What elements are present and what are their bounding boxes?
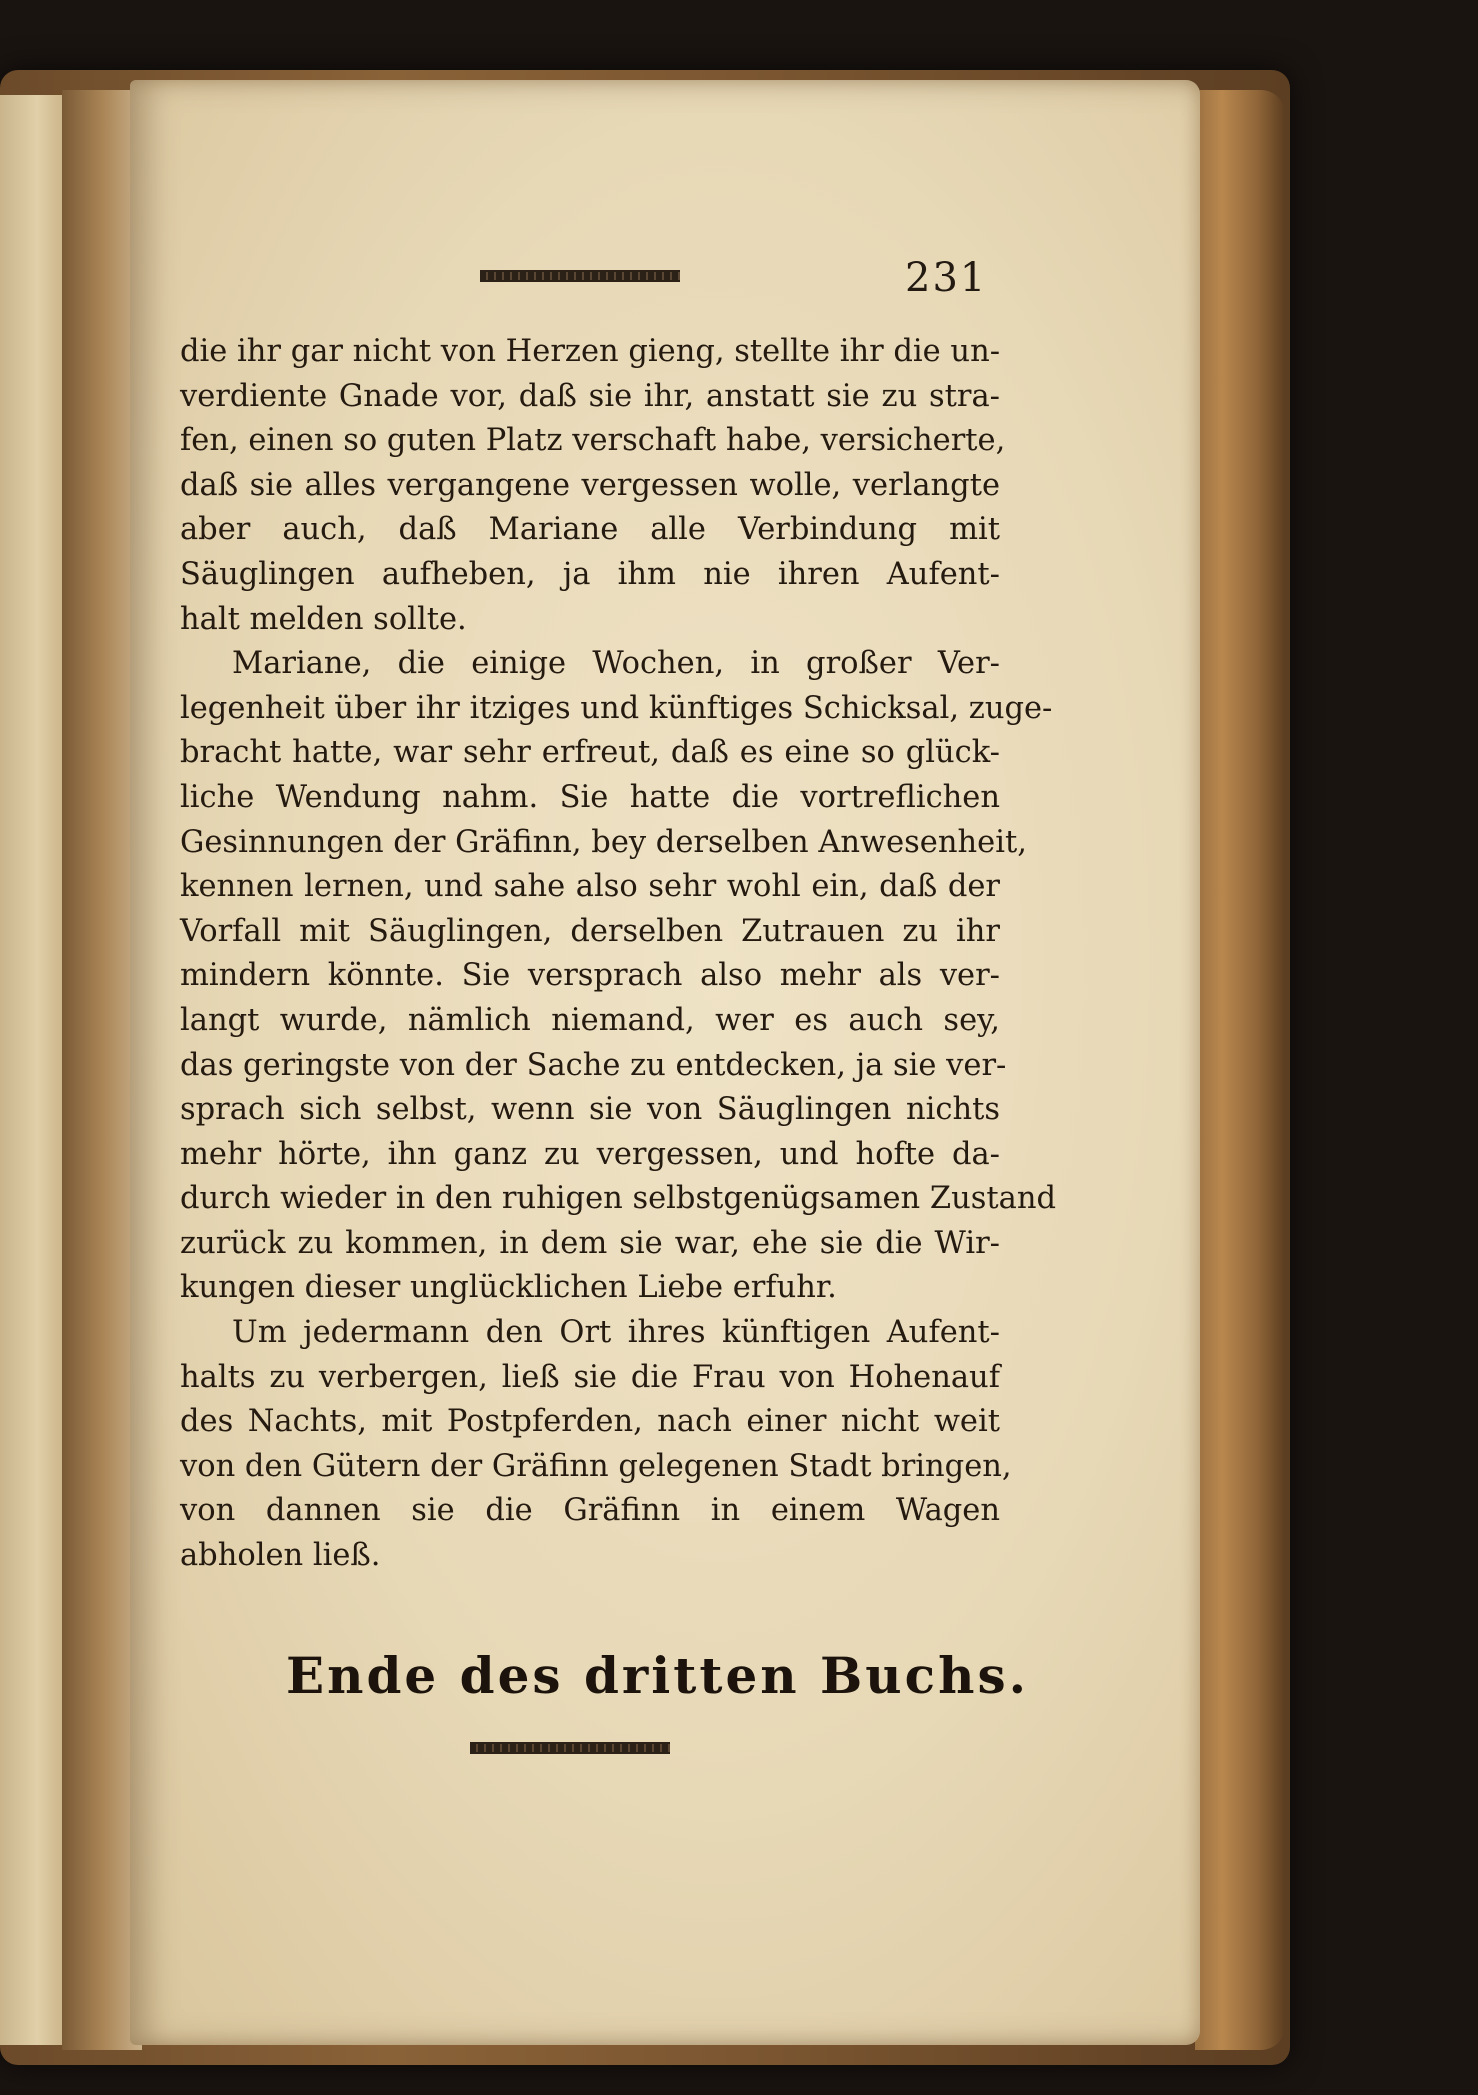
text-line: halts zu verbergen, ließ sie die Frau von Hohenauf xyxy=(180,1359,1000,1395)
text-line: Um jedermann den Ort ihres künftigen Aufent- xyxy=(232,1315,1000,1351)
text-line: kungen dieser unglücklichen Liebe erfuhr. xyxy=(180,1270,837,1306)
text-line: bracht hatte, war sehr erfreut, daß es eine so glück- xyxy=(180,735,1000,771)
text-line: Mariane, die einige Wochen, in großer Ver- xyxy=(232,646,1000,682)
text-line: aber auch, daß Mariane alle Verbindung mit xyxy=(180,512,1000,548)
text-line: kennen lernen, und sahe also sehr wohl ein, daß der xyxy=(180,869,1000,905)
end-of-book-heading: Ende des dritten Buchs. xyxy=(286,1646,1029,1705)
text-line: langt wurde, nämlich niemand, wer es auch sey, xyxy=(180,1002,1000,1038)
text-line: daß sie alles vergangene vergessen wolle, verlangte xyxy=(180,467,1000,503)
text-line: Gesinnungen der Gräfinn, bey derselben Anwesenheit, xyxy=(180,824,1027,860)
text-line: halt melden sollte. xyxy=(180,601,467,637)
text-line: Vorfall mit Säuglingen, derselben Zutrauen zu ihr xyxy=(180,913,1000,949)
text-line: legenheit über ihr itziges und künftiges Schicksal, zuge- xyxy=(180,690,1053,726)
text-line: des Nachts, mit Postpferden, nach einer nicht weit xyxy=(180,1404,1000,1440)
text-line: mehr hörte, ihn ganz zu vergessen, und hofte da- xyxy=(180,1136,1000,1172)
left-page-edge xyxy=(0,95,64,2045)
text-line: Säuglingen aufheben, ja ihm nie ihren Aufent- xyxy=(180,556,1000,592)
text-line: fen, einen so guten Platz verschaft habe, versicherte, xyxy=(180,423,1006,459)
text-line: die ihr gar nicht von Herzen gieng, stellte ihr die un- xyxy=(180,334,1001,369)
text-line: zurück zu kommen, in dem sie war, ehe sie die Wir- xyxy=(180,1225,1000,1261)
text-line: verdiente Gnade vor, daß sie ihr, anstatt sie zu stra- xyxy=(180,378,1000,414)
text-line: sprach sich selbst, wenn sie von Säuglingen nichts xyxy=(180,1092,1000,1128)
text-line: durch wieder in den ruhigen selbstgenügsamen Zustand xyxy=(180,1181,1056,1217)
text-line: das geringste von der Sache zu entdecken, ja sie ver- xyxy=(180,1047,1007,1083)
body-text xyxy=(180,330,1056,1579)
text-line: von dannen sie die Gräfinn in einem Wagen xyxy=(180,1493,1000,1529)
text-line: mindern könnte. Sie versprach also mehr als ver- xyxy=(180,958,1000,994)
text-line: liche Wendung nahm. Sie hatte die vortreflichen xyxy=(180,779,1000,815)
text-line: von den Gütern der Gräfinn gelegenen Stadt bringen, xyxy=(180,1448,1012,1484)
page-number: 231 xyxy=(905,255,988,301)
footer-ornament-rule xyxy=(470,1742,670,1754)
cover-edge xyxy=(1195,90,1285,2050)
text-line: abholen ließ. xyxy=(180,1538,381,1574)
header-ornament-rule xyxy=(480,270,680,282)
